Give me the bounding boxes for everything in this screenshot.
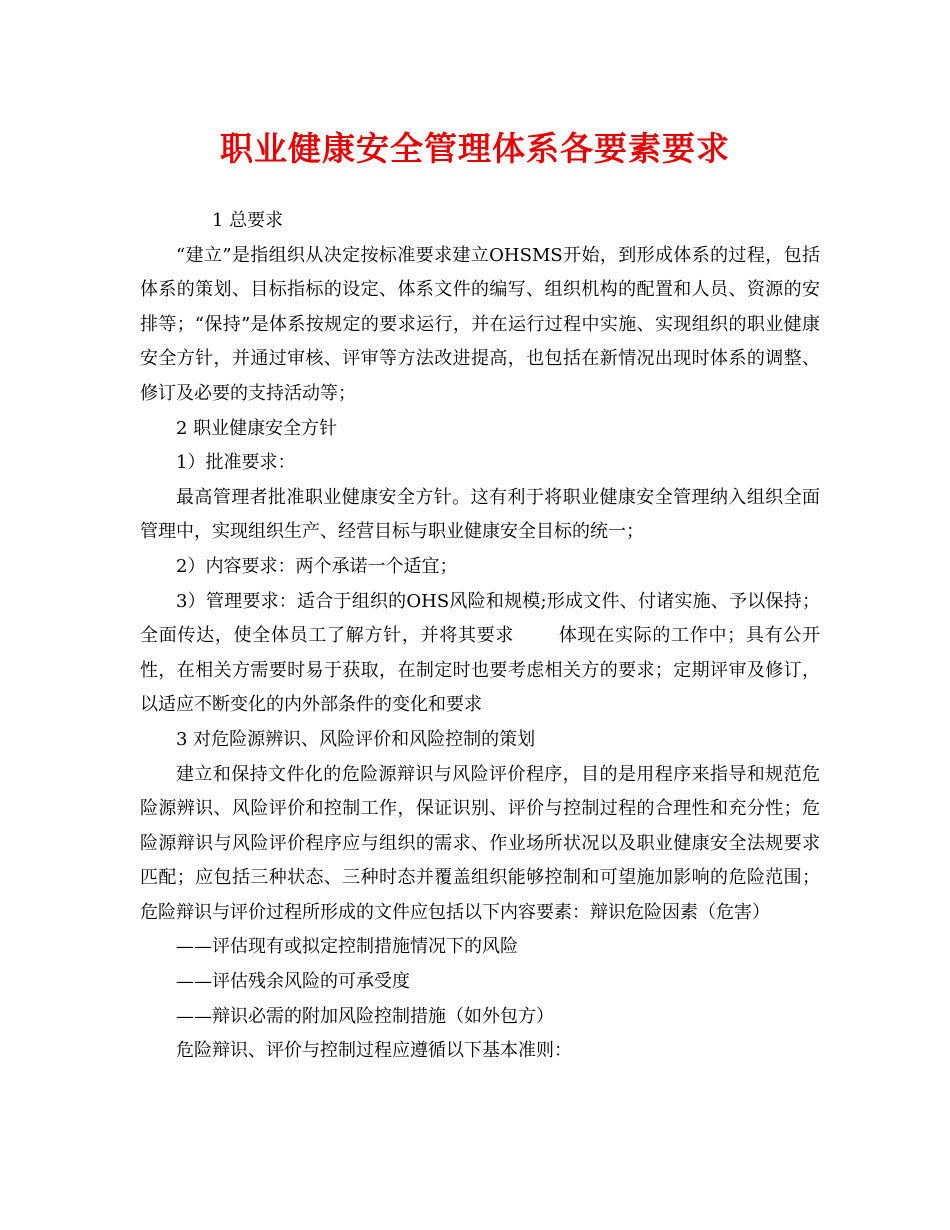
paragraph: 危险辩识、评价与控制过程应遵循以下基本准则： bbox=[176, 1040, 572, 1062]
paragraph: 最高管理者批准职业健康安全方针。这有利于将职业健康安全管理纳入组织全面管理中，实现组织生产、经营目标与职业健康安全目标的统一； bbox=[140, 486, 820, 543]
list-item: ——评估残余风险的可承受度 bbox=[176, 971, 410, 993]
section-heading-policy: 2 职业健康安全方针 bbox=[176, 417, 338, 439]
subheading: 2）内容要求：两个承诺一个适宜； bbox=[176, 555, 458, 577]
paragraph-part: 3）管理要求：适合于组织的OHS风险和规模;形成文件、付诸实施、予以保持；全面传达，使全体员工了解方针，并将其要求 bbox=[140, 590, 820, 647]
document-title: 职业健康安全管理体系各要素要求 bbox=[220, 129, 730, 168]
subheading: 1）批准要求： bbox=[176, 452, 296, 474]
paragraph bbox=[140, 585, 820, 723]
list-item: ——评估现有或拟定控制措施情况下的风险 bbox=[176, 936, 518, 958]
list-item: ——辩识必需的附加风险控制措施（如外包方） bbox=[176, 1005, 554, 1027]
paragraph: 建立和保持文件化的危险源辩识与风险评价程序，目的是用程序来指导和规范危险源辨识、风险评价和控制工作，保证识别、评价与控制过程的合理性和充分性；危险源辩识与风险评价程序应与组织的需求、作业场所状况以及职业健康安全法规要求匹配；应包括三种状态、三种时态并覆盖组织能够控制和可望施加影响的危险范围；危险辩识与评价过程所形成的文件应包括以下内容要素：辩识危险因素（危害） bbox=[140, 763, 820, 923]
paragraph: “建立”是指组织从决定按标准要求建立OHSMS开始，到形成体系的过程，包括体系的策划、目标指标的设定、体系文件的编写、组织机构的配置和人员、资源的安排等；“保持”是体系按规定的要求运行，并在运行过程中实施、实现组织的职业健康安全方针，并通过审核、评审等方法改进提高，也包括在新情况出现时体系的调整、修订及必要的支持活动等； bbox=[140, 244, 820, 404]
section-heading-general: 1 总要求 bbox=[212, 210, 284, 231]
section-heading-hazard: 3 对危险源辨识、风险评价和风险控制的策划 bbox=[176, 728, 536, 750]
paragraph-part: 体现在实际的工作中；具有公开性，在相关方需要时易于获取，在制定时也要考虑相关方的要求；定期评审及修订，以适应不断变化的内外部条件的变化和要求 bbox=[140, 625, 821, 716]
document-body bbox=[140, 204, 820, 1069]
